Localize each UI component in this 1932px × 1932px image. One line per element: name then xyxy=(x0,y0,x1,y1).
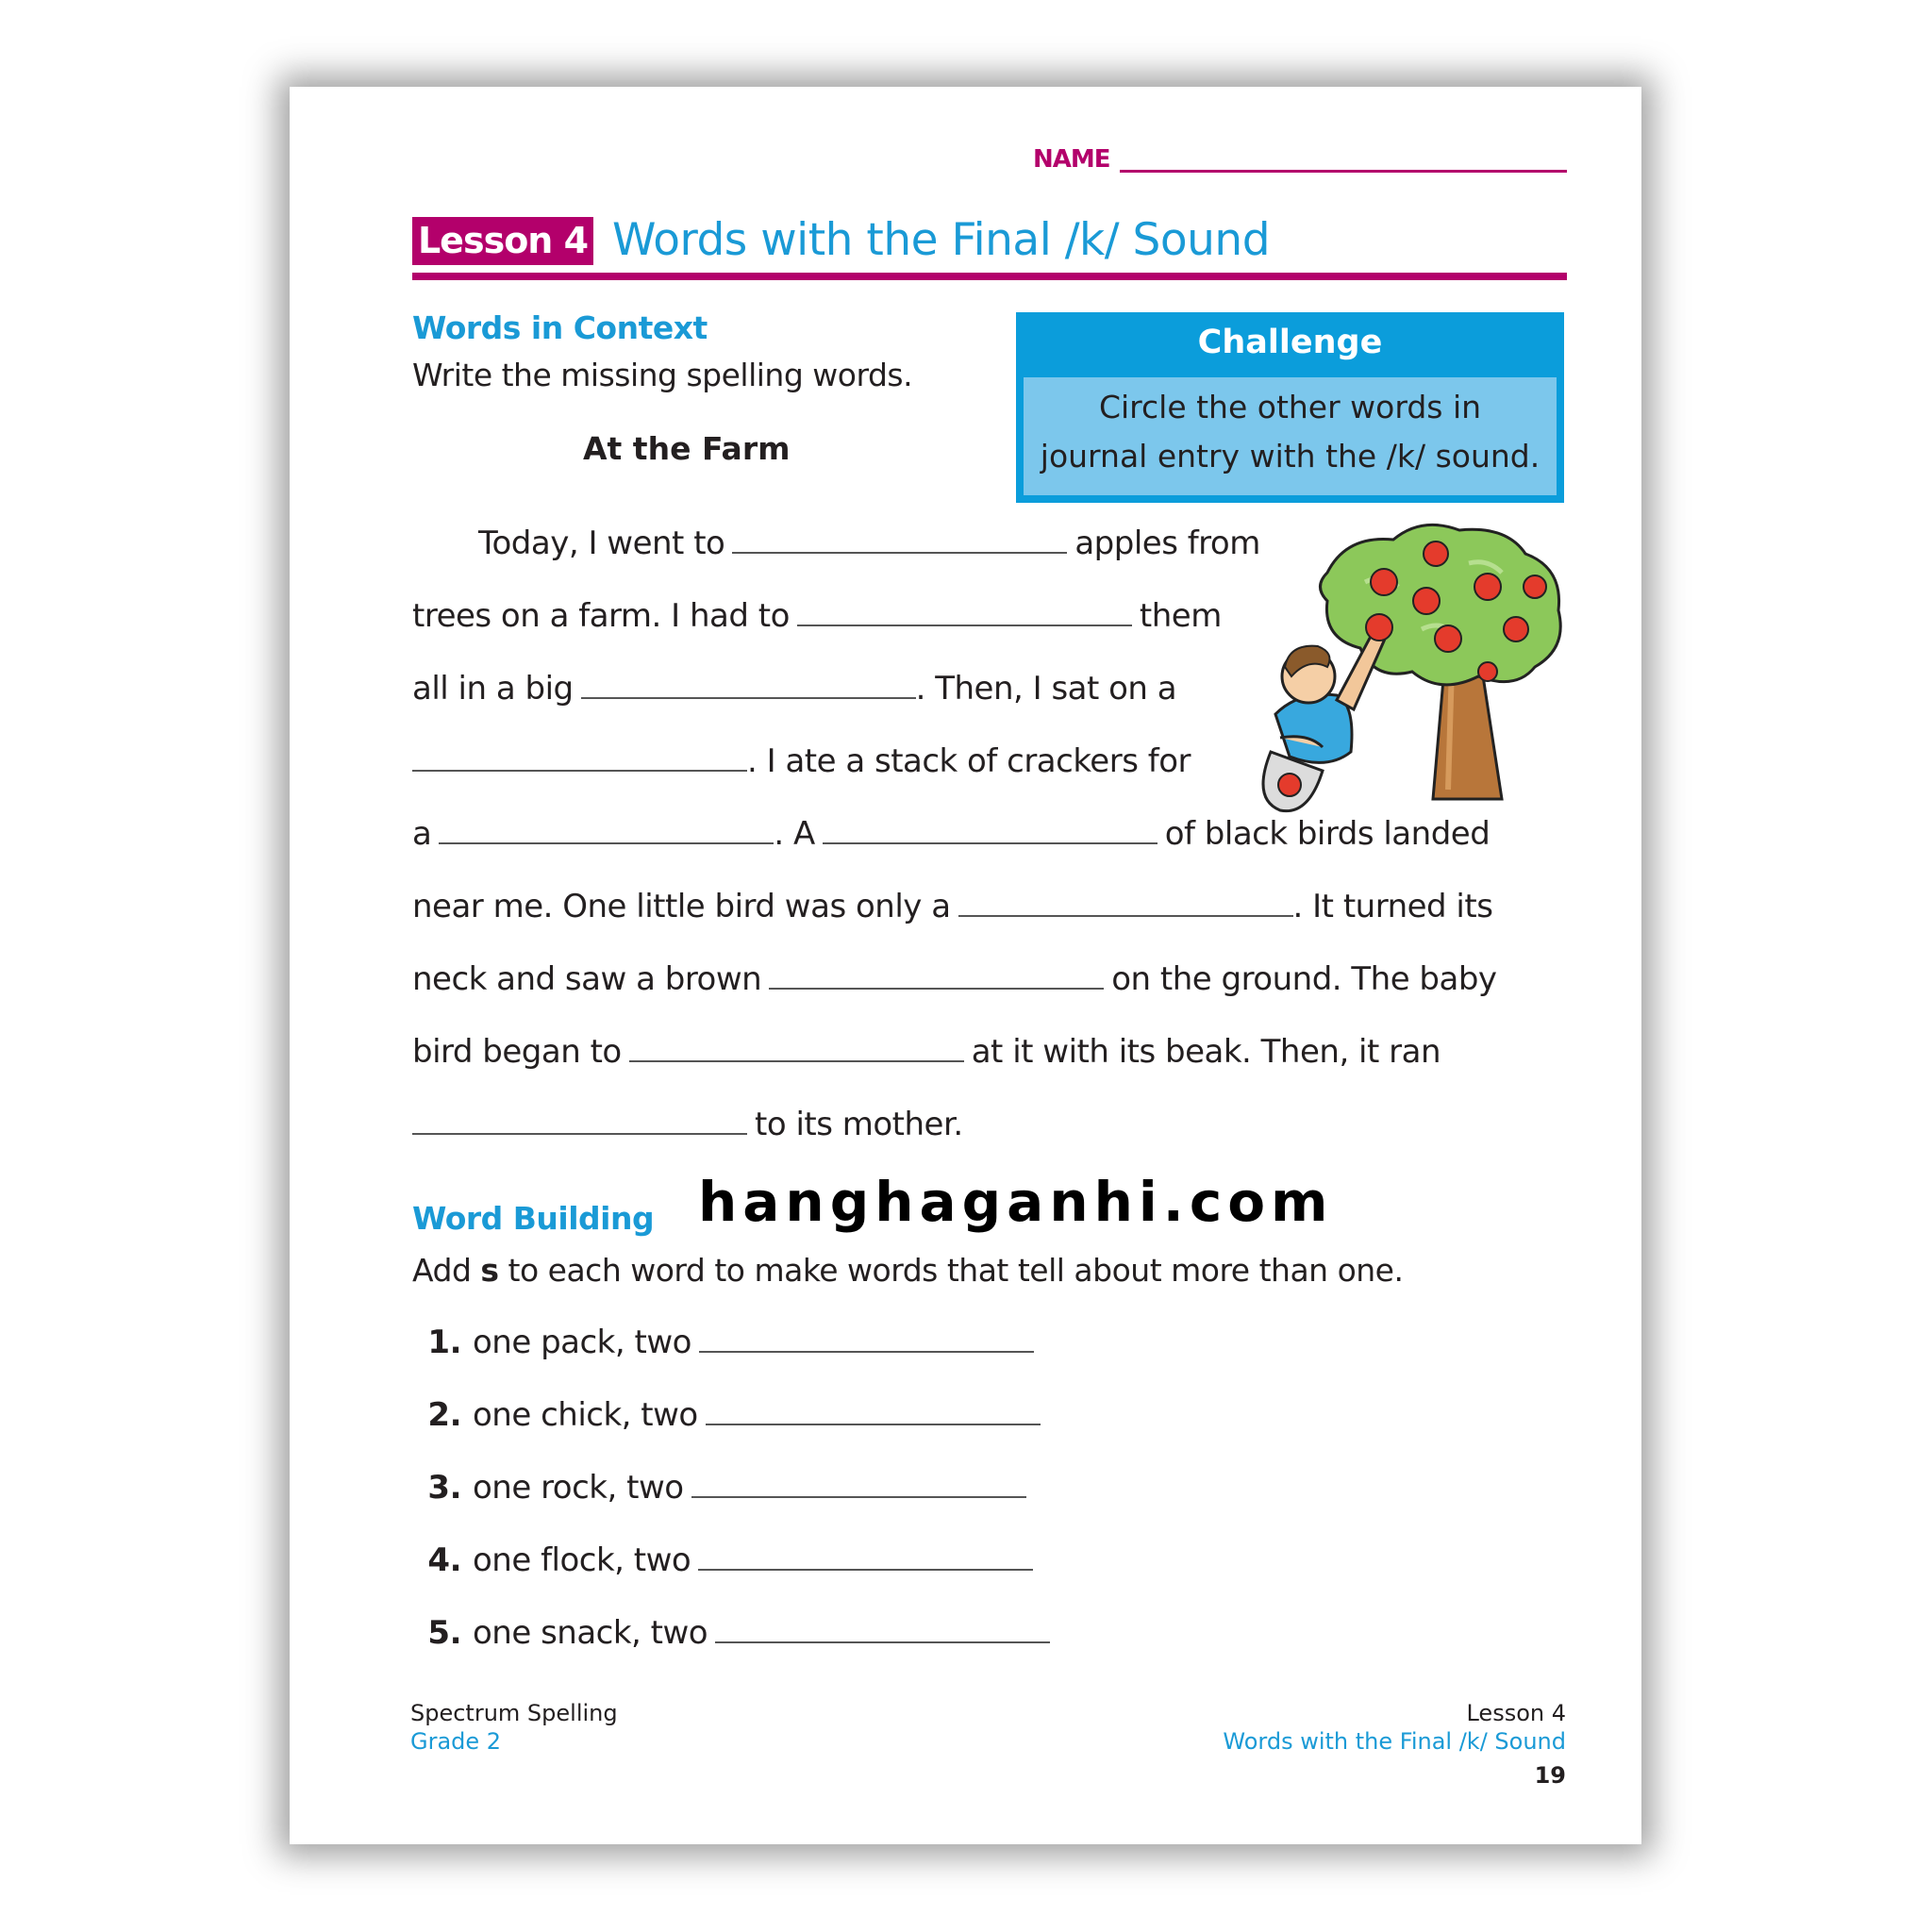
story-text: . It turned its xyxy=(1292,888,1493,925)
item-number: 5. xyxy=(427,1614,461,1652)
challenge-text-line: Circle the other words in xyxy=(1098,389,1482,425)
instruction-bold-letter: s xyxy=(480,1252,499,1289)
answer-blank[interactable] xyxy=(412,1132,747,1135)
answer-blank[interactable] xyxy=(797,624,1132,626)
lesson-badge: Lesson 4 xyxy=(412,217,593,265)
answer-blank[interactable] xyxy=(691,1495,1026,1498)
item-text: one flock, two xyxy=(473,1541,691,1579)
item-number: 4. xyxy=(427,1541,461,1579)
item-text: one pack, two xyxy=(473,1324,691,1361)
answer-blank[interactable] xyxy=(706,1423,1041,1425)
answer-blank[interactable] xyxy=(439,841,774,844)
page-number: 19 xyxy=(1534,1762,1566,1789)
item-number: 2. xyxy=(427,1396,461,1434)
instruction-text: Add xyxy=(412,1252,481,1289)
challenge-body xyxy=(1024,377,1557,495)
item-text: one snack, two xyxy=(473,1614,708,1652)
list-item xyxy=(412,1469,1034,1507)
answer-blank[interactable] xyxy=(823,841,1158,844)
story-text: bird began to xyxy=(412,1033,622,1071)
item-text: one rock, two xyxy=(473,1469,684,1507)
answer-blank[interactable] xyxy=(412,769,747,772)
story-text: Today, I went to xyxy=(478,525,725,562)
story-text: apples from xyxy=(1074,525,1260,562)
story-line xyxy=(412,1033,1441,1071)
story-text: neck and saw a brown xyxy=(412,960,762,998)
story-line xyxy=(412,1106,963,1143)
story-line xyxy=(412,670,1176,708)
story-line xyxy=(412,815,1490,853)
challenge-text-line: journal entry with the /k/ sound. xyxy=(1040,438,1541,475)
story-text: them xyxy=(1139,597,1222,635)
name-field[interactable] xyxy=(1120,170,1567,173)
story-text: . A xyxy=(774,815,815,853)
watermark: hanghaganhi.com xyxy=(698,1170,1334,1234)
worksheet-page xyxy=(290,87,1641,1844)
answer-blank[interactable] xyxy=(732,551,1067,554)
story-line xyxy=(412,960,1497,998)
item-text: one chick, two xyxy=(473,1396,698,1434)
item-number: 1. xyxy=(427,1324,461,1361)
story-line xyxy=(412,742,1191,780)
story-line xyxy=(478,525,1260,562)
footer-grade: Grade 2 xyxy=(410,1728,502,1755)
boy-icon xyxy=(1263,614,1392,811)
footer-lesson: Lesson 4 xyxy=(1466,1700,1566,1726)
story-text: . Then, I sat on a xyxy=(915,670,1177,708)
answer-blank[interactable] xyxy=(698,1568,1033,1571)
challenge-title: Challenge xyxy=(1197,324,1383,361)
challenge-box xyxy=(1016,312,1564,503)
story-title: At the Farm xyxy=(583,430,791,467)
story-line xyxy=(412,888,1492,925)
item-number: 3. xyxy=(427,1469,461,1507)
story-line xyxy=(412,597,1222,635)
title-divider xyxy=(412,273,1567,280)
answer-blank[interactable] xyxy=(581,696,916,699)
list-item xyxy=(412,1541,1041,1579)
list-item xyxy=(412,1396,1048,1434)
story-text: on the ground. The baby xyxy=(1111,960,1497,998)
list-item xyxy=(412,1324,1041,1361)
answer-blank[interactable] xyxy=(958,914,1293,917)
story-text: trees on a farm. I had to xyxy=(412,597,790,635)
story-text: of black birds landed xyxy=(1164,815,1491,853)
answer-blank[interactable] xyxy=(629,1059,964,1062)
boy-picking-apples-illustration xyxy=(1233,516,1573,818)
list-item xyxy=(412,1614,1058,1652)
answer-blank[interactable] xyxy=(699,1350,1034,1353)
story-text: near me. One little bird was only a xyxy=(412,888,951,925)
section-heading-words-in-context: Words in Context xyxy=(412,309,708,346)
instruction-text: to each word to make words that tell about more than one. xyxy=(498,1252,1404,1289)
story-text: a xyxy=(412,815,432,853)
section-heading-word-building: Word Building xyxy=(412,1200,655,1237)
footer-lesson-title: Words with the Final /k/ Sound xyxy=(1223,1728,1566,1755)
footer-book-title: Spectrum Spelling xyxy=(410,1700,618,1726)
story-text: . I ate a stack of crackers for xyxy=(747,742,1191,780)
answer-blank[interactable] xyxy=(715,1641,1050,1643)
page-title: Words with the Final /k/ Sound xyxy=(612,214,1271,266)
story-text: all in a big xyxy=(412,670,574,708)
section-instruction: Write the missing spelling words. xyxy=(412,357,913,393)
word-building-instruction xyxy=(412,1252,1403,1289)
story-text: at it with its beak. Then, it ran xyxy=(971,1033,1441,1071)
answer-blank[interactable] xyxy=(769,987,1104,990)
story-text: to its mother. xyxy=(755,1106,963,1143)
name-label: NAME xyxy=(1033,145,1110,174)
